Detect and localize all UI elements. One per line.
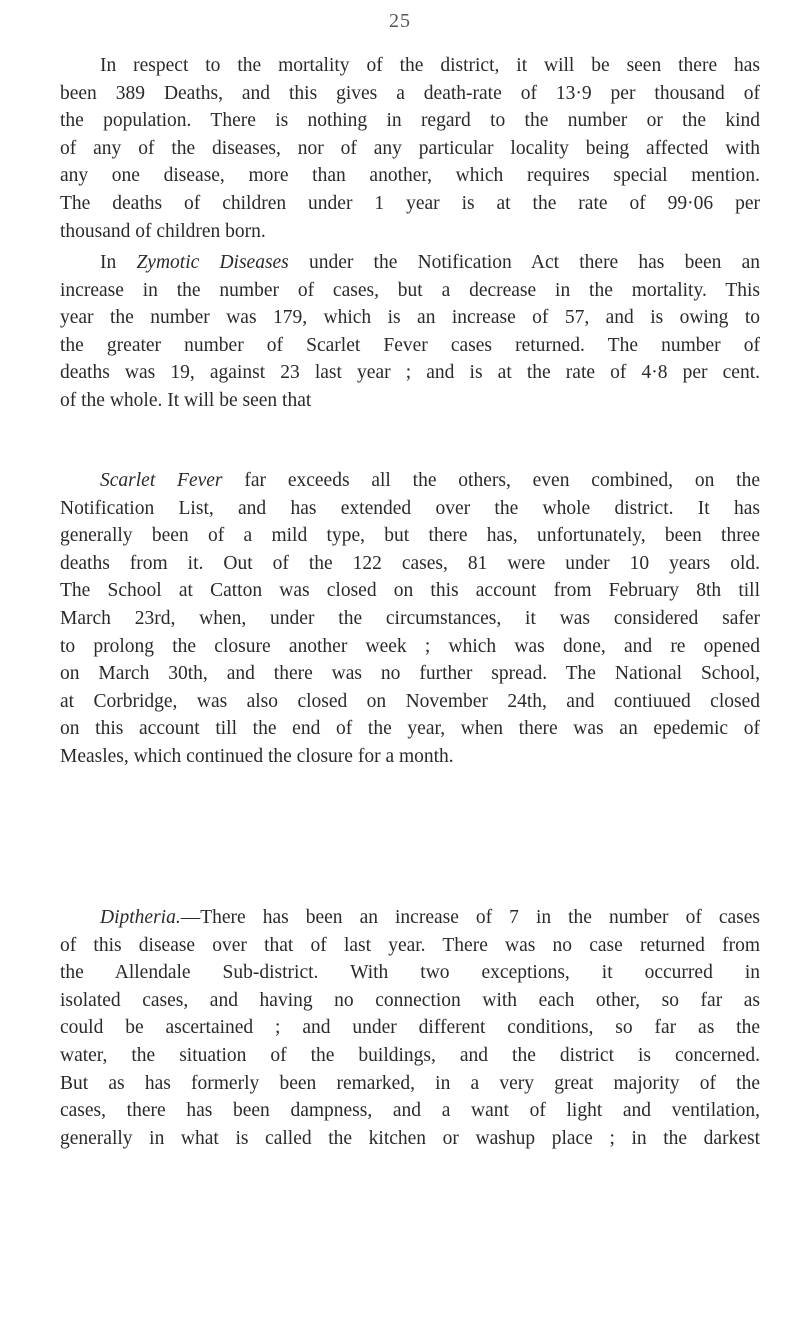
text-line: thousand of children born. [60,220,266,242]
text-line: deaths was 19, against 23 last year ; and is at the rate of 4·8 per cent. [60,362,760,384]
text-line [60,249,760,277]
text-line: Measles, which continued the closure for a month. [60,745,454,767]
text-line: been 389 Deaths, and this gives a death-rate of 13·9 per thousand of [60,82,760,104]
text-line: The deaths of children under 1 year is at the rate of 99·06 per [60,192,760,214]
text-line [60,904,760,932]
text-line: could be ascertained ; and under different conditions, so far as the [60,1017,760,1039]
text-line: year the number was 179, which is an increase of 57, and is owing to [60,307,760,329]
text-line: generally been of a mild type, but there has, unfortunately, been three [60,525,760,547]
text-line: generally in what is called the kitchen or washup place ; in the darkest [60,1127,760,1149]
paragraph-diptheria [60,904,760,1152]
section-heading: Zymotic Diseases [136,252,289,273]
text-line: increase in the number of cases, but a decrease in the mortality. This [60,279,760,301]
section-heading: Diptheria. [100,907,181,928]
text-line: of this disease over that of last year. There was no case returned from [60,934,760,956]
text-run: —There has been an increase of 7 in the number of cases [180,907,760,928]
text-line: to prolong the closure another week ; which was done, and re opened [60,635,760,657]
text-line: the Allendale Sub-district. With two exceptions, it occurred in [60,962,760,984]
text-line: any one disease, more than another, which requires special mention. [60,165,760,187]
section-heading: Scarlet Fever [100,470,223,491]
text-line: of the whole. It will be seen that [60,389,312,411]
text-line: The School at Catton was closed on this account from February 8th till [60,580,760,602]
text-line: cases, there has been dampness, and a want of light and ventilation, [60,1100,760,1122]
text-line: March 23rd, when, under the circumstances, it was considered safer [60,607,760,629]
text-line: water, the situation of the buildings, and the district is concerned. [60,1044,760,1066]
text-line: of any of the diseases, nor of any particular locality being affected with [60,137,760,159]
text-line: on March 30th, and there was no further spread. The National School, [60,663,760,685]
lead-in-word: In [100,252,117,273]
text-line: the population. There is nothing in regard to the number or the kind [60,110,760,132]
text-line: at Corbridge, was also closed on November 24th, and contiuued closed [60,690,760,712]
paragraph-scarlet-fever [60,467,760,771]
text-line: But as has formerly been remarked, in a very great majority of the [60,1072,760,1094]
text-line: on this account till the end of the year, when there was an epedemic of [60,718,760,740]
text-line: isolated cases, and having no connection with each other, so far as [60,989,760,1011]
text-line: the greater number of Scarlet Fever cases returned. The number of [60,334,760,356]
text-run: far exceeds all the others, even combined, on the [244,470,761,491]
paragraph-mortality [60,52,760,245]
text-run: under the Notification Act there has been an [308,252,760,273]
text-line: deaths from it. Out of the 122 cases, 81 were under 10 years old. [60,552,760,574]
text-line [60,467,760,495]
paragraph-zymotic-diseases [60,249,760,415]
text-line: Notification List, and has extended over the whole district. It has [60,497,760,519]
page-number: 25 [389,10,411,32]
text-line: In respect to the mortality of the district, it will be seen there has [100,55,760,76]
